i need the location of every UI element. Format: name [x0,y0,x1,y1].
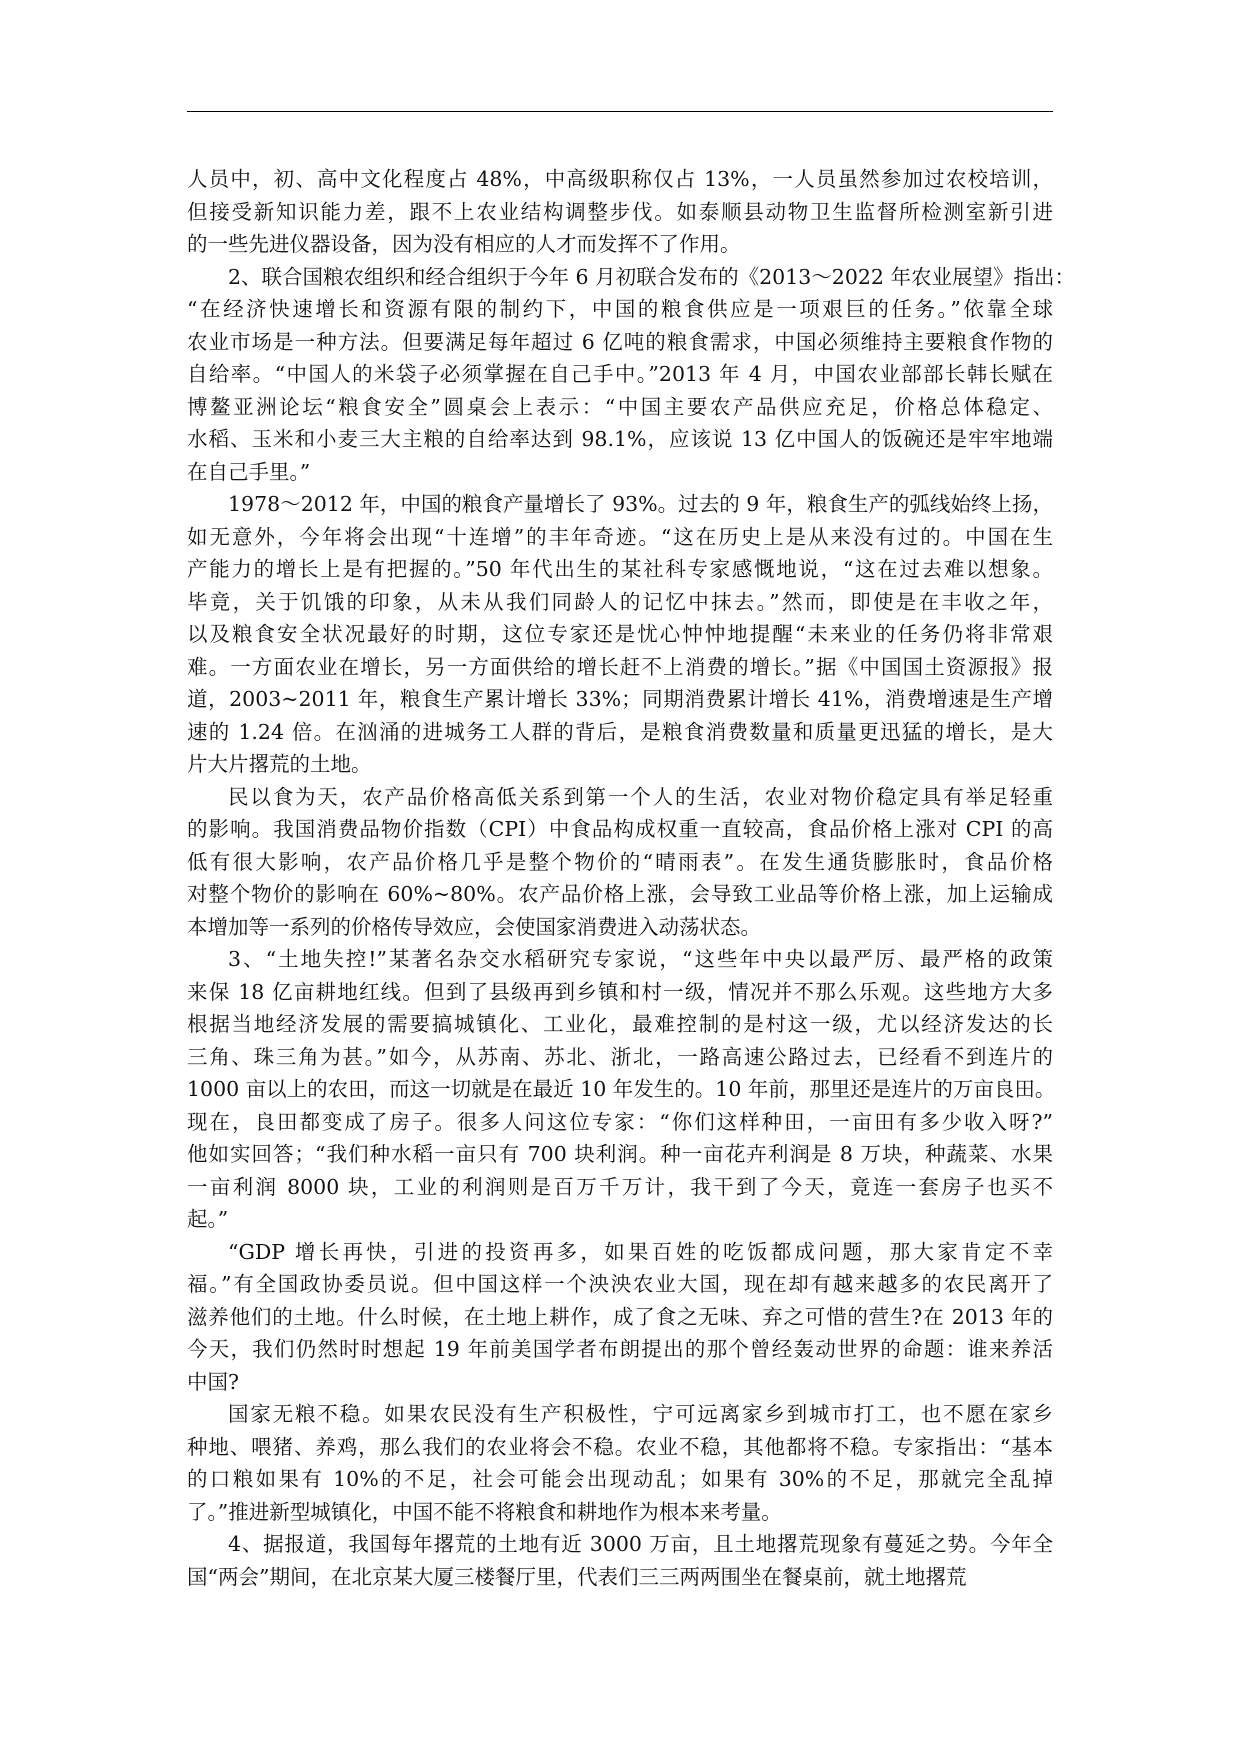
text-line: 来保 18 亿亩耕地红线。但到了县级再到乡镇和村一级，情况并不那么乐观。这些地方大多 [187,979,1053,1004]
text-line: 的口粮如果有 10%的不足，社会可能会出现动乱；如果有 30%的不足，那就完全乱掉 [187,1467,1053,1491]
text-line: 难。一方面农业在增长，另一方面供给的增长赶不上消费的增长。”据《中国国土资源报》报 [187,654,1053,679]
text-line: 产能力的增长上是有把握的。”50 年代出生的某社科专家感慨地说，“这在过去难以想象。 [187,557,1053,581]
article-body [187,163,1075,1593]
paragraph-p2 [187,261,1075,489]
text-line: 的影响。我国消费品物价指数（CPI）中食品构成权重一直较高，食品价格上涨对 CPI 的高 [187,817,1053,841]
paragraph-p3 [187,488,1053,781]
paragraph-p7 [187,1398,1053,1528]
text-line: 根据当地经济发展的需要搞城镇化、工业化，最难控制的是村这一级，尤以经济发达的长 [187,1012,1053,1036]
text-line: 了。”推进新型城镇化，中国不能不将粮食和耕地作为根本来考量。 [187,1499,782,1524]
text-line: 博鳌亚洲论坛“粮食安全”圆桌会上表示：“中国主要农产品供应充足，价格总体稳定、 [187,394,1053,419]
text-line: 人员中，初、高中文化程度占 48%，中高级职称仅占 13%，一人员虽然参加过农校培训， [187,167,1053,191]
paragraph-p8 [187,1528,1053,1593]
text-line: 自给率。“中国人的米袋子必须掌握在自己手中。”2013 年 4 月，中国农业部部长韩长赋在 [187,362,1053,386]
paragraph-p4 [187,781,1053,944]
text-line: 现在，良田都变成了房子。很多人问这位专家：“你们这样种田，一亩田有多少收入呀?” [187,1109,1053,1134]
text-line: 国“两会”期间，在北京某大厦三楼餐厅里，代表们三三两两围坐在餐桌前，就土地撂荒 [187,1564,967,1589]
text-line: 三角、珠三角为甚。”如今，从苏南、苏北、浙北，一路高速公路过去，已经看不到连片的 [187,1044,1053,1069]
text-line: 3、“土地失控!”某著名杂交水稻研究专家说，“这些年中央以最严厉、最严格的政策 [228,947,1053,971]
text-line: 低有很大影响，农产品价格几乎是整个物价的“晴雨表”。在发生通货膨胀时，食品价格 [187,849,1053,874]
text-line: 民以食为天，农产品价格高低关系到第一个人的生活，农业对物价稳定具有举足轻重 [228,784,1053,809]
text-line: 片大片撂荒的土地。 [187,752,372,776]
text-line: 但接受新知识能力差，跟不上农业结构调整步伐。如泰顺县动物卫生监督所检测室新引进 [187,199,1053,224]
text-line: 1978～2012 年，中国的粮食产量增长了 93%。过去的 9 年，粮食生产的弧线始终上扬， [228,492,1053,516]
text-line: 1000 亩以上的农田，而这一切就是在最近 10 年发生的。10 年前，那里还是连片的万亩良田。 [187,1077,1056,1101]
text-line: 如无意外，今年将会出现“十连增”的丰年奇迹。“这在历史上是从来没有过的。中国在生 [187,524,1053,549]
text-line: 毕竟，关于饥饿的印象，从未从我们同龄人的记忆中抹去。”然而，即使是在丰收之年， [187,589,1053,614]
text-line: 农业市场是一种方法。但要满足每年超过 6 亿吨的粮食需求，中国必须维持主要粮食作物的 [187,329,1053,354]
text-line: “GDP 增长再快，引进的投资再多，如果百姓的吃饭都成问题，那大家肯定不幸 [228,1239,1053,1264]
paragraph-p5 [187,943,1056,1236]
text-line: 种地、喂猪、养鸡，那么我们的农业将会不稳。农业不稳，其他都将不稳。专家指出：“基本 [187,1434,1053,1459]
text-line: 中国? [187,1369,239,1394]
text-line: 以及粮食安全状况最好的时期，这位专家还是忧心忡忡地提醒“未来业的任务仍将非常艰 [187,622,1053,646]
text-line: 福。”有全国政协委员说。但中国这样一个泱泱农业大国，现在却有越来越多的农民离开了 [187,1272,1053,1296]
text-line: 水稻、玉米和小麦三大主粮的自给率达到 98.1%，应该说 13 亿中国人的饭碗还是牢牢地端 [187,427,1053,451]
text-line: 2、联合国粮农组织和经合组织于今年 6 月初联合发布的《2013～2022 年农业展望》指出： [228,264,1075,289]
text-line: 道，2003~2011 年，粮食生产累计增长 33%；同期消费累计增长 41%，消费增速是生产增 [187,687,1053,711]
paragraph-p1 [187,163,1053,261]
text-line: 在自己手里。” [187,459,311,484]
header-rule [187,111,1053,112]
text-line: 速的 1.24 倍。在汹涌的进城务工人群的背后，是粮食消费数量和质量更迅猛的增长，是大 [187,719,1053,744]
text-line: 的一些先进仪器设备，因为没有相应的人才而发挥不了作用。 [187,232,741,256]
text-line: 本增加等一系列的价格传导效应，会使国家消费进入动荡状态。 [187,914,761,939]
text-line: “在经济快速增长和资源有限的制约下，中国的粮食供应是一项艰巨的任务。”依靠全球 [187,297,1053,321]
text-line: 一亩利润 8000 块，工业的利润则是百万千万计，我干到了今天，竟连一套房子也买不 [187,1174,1053,1199]
text-line: 今天，我们仍然时时想起 19 年前美国学者布朗提出的那个曾经轰动世界的命题：谁来养活 [187,1337,1053,1361]
paragraph-p6 [187,1236,1053,1399]
text-line: 起。” [187,1207,229,1231]
text-line: 国家无粮不稳。如果农民没有生产积极性，宁可远离家乡到城市打工，也不愿在家乡 [228,1402,1053,1426]
text-line: 滋养他们的土地。什么时候，在土地上耕作，成了食之无味、弃之可惜的营生?在 2013 年的 [187,1304,1053,1329]
text-line: 对整个物价的影响在 60%~80%。农产品价格上涨，会导致工业品等价格上涨，加上运输成 [187,882,1053,906]
text-line: 4、据报道，我国每年撂荒的土地有近 3000 万亩，且土地撂荒现象有蔓延之势。今年全 [228,1532,1053,1556]
text-line: 他如实回答；“我们种水稻一亩只有 700 块利润。种一亩花卉利润是 8 万块，种蔬菜、水果 [187,1142,1053,1166]
